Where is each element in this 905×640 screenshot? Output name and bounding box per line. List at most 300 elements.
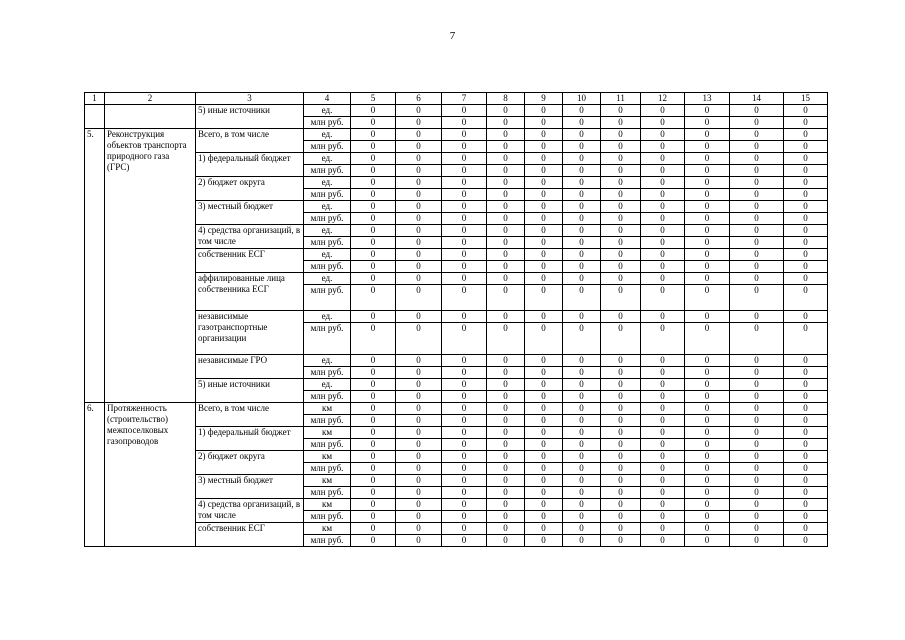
- value-cell: 0: [601, 535, 641, 547]
- value-cell: 0: [730, 355, 784, 367]
- unit-cell: млн руб.: [304, 511, 351, 523]
- value-cell: 0: [396, 213, 442, 225]
- value-cell: 0: [487, 487, 525, 499]
- unit-cell: ед.: [304, 379, 351, 391]
- value-cell: 0: [601, 463, 641, 475]
- value-cell: 0: [351, 201, 396, 213]
- value-cell: 0: [685, 311, 730, 323]
- value-cell: 0: [442, 261, 487, 273]
- value-cell: 0: [601, 261, 641, 273]
- value-cell: 0: [685, 511, 730, 523]
- value-cell: 0: [601, 427, 641, 439]
- value-cell: 0: [685, 261, 730, 273]
- table-row: [85, 311, 828, 323]
- unit-cell: млн руб.: [304, 439, 351, 451]
- value-cell: 0: [685, 367, 730, 379]
- value-cell: 0: [525, 451, 563, 463]
- value-cell: 0: [351, 285, 396, 311]
- unit-cell: ед.: [304, 105, 351, 117]
- value-cell: 0: [641, 285, 685, 311]
- value-cell: 0: [563, 165, 601, 177]
- value-cell: 0: [784, 379, 828, 391]
- value-cell: 0: [351, 177, 396, 189]
- value-cell: 0: [351, 487, 396, 499]
- value-cell: 0: [601, 105, 641, 117]
- value-cell: 0: [396, 311, 442, 323]
- value-cell: 0: [351, 129, 396, 141]
- source-label: 4) средства организаций, в том числе: [196, 225, 304, 249]
- value-cell: 0: [442, 499, 487, 511]
- value-cell: 0: [730, 535, 784, 547]
- value-cell: 0: [641, 523, 685, 535]
- value-cell: 0: [685, 451, 730, 463]
- value-cell: 0: [563, 463, 601, 475]
- unit-cell: ед.: [304, 177, 351, 189]
- value-cell: 0: [442, 153, 487, 165]
- value-cell: 0: [396, 117, 442, 129]
- table-row: [85, 201, 828, 213]
- unit-cell: ед.: [304, 249, 351, 261]
- table-body: [85, 93, 828, 547]
- value-cell: 0: [442, 463, 487, 475]
- value-cell: 0: [525, 165, 563, 177]
- value-cell: 0: [351, 499, 396, 511]
- unit-cell: млн руб.: [304, 391, 351, 403]
- source-label: 2) бюджет округа: [196, 177, 304, 201]
- value-cell: 0: [351, 403, 396, 415]
- value-cell: 0: [351, 249, 396, 261]
- value-cell: 0: [442, 237, 487, 249]
- value-cell: 0: [487, 367, 525, 379]
- value-cell: 0: [442, 225, 487, 237]
- value-cell: 0: [351, 463, 396, 475]
- value-cell: 0: [784, 499, 828, 511]
- value-cell: 0: [563, 487, 601, 499]
- value-cell: 0: [563, 153, 601, 165]
- value-cell: 0: [641, 475, 685, 487]
- value-cell: 0: [601, 129, 641, 141]
- value-cell: 0: [601, 201, 641, 213]
- value-cell: 0: [641, 141, 685, 153]
- value-cell: 0: [784, 273, 828, 285]
- value-cell: 0: [685, 535, 730, 547]
- value-cell: 0: [487, 403, 525, 415]
- value-cell: 0: [685, 225, 730, 237]
- source-label: собственник ЕСГ: [196, 523, 304, 547]
- value-cell: 0: [730, 237, 784, 249]
- value-cell: 0: [641, 391, 685, 403]
- value-cell: 0: [641, 117, 685, 129]
- value-cell: 0: [641, 129, 685, 141]
- table-row: [85, 499, 828, 511]
- unit-cell: ед.: [304, 153, 351, 165]
- value-cell: 0: [784, 249, 828, 261]
- unit-cell: млн руб.: [304, 535, 351, 547]
- value-cell: 0: [685, 189, 730, 201]
- section-name: Реконструкция объектов транспорта природного газа (ГРС): [105, 129, 196, 403]
- value-cell: 0: [730, 451, 784, 463]
- value-cell: 0: [525, 237, 563, 249]
- value-cell: 0: [396, 499, 442, 511]
- value-cell: 0: [396, 237, 442, 249]
- value-cell: 0: [525, 355, 563, 367]
- value-cell: 0: [487, 141, 525, 153]
- value-cell: 0: [351, 261, 396, 273]
- value-cell: 0: [563, 201, 601, 213]
- value-cell: 0: [730, 225, 784, 237]
- value-cell: 0: [784, 225, 828, 237]
- value-cell: 0: [685, 105, 730, 117]
- value-cell: 0: [563, 177, 601, 189]
- value-cell: 0: [601, 189, 641, 201]
- value-cell: 0: [442, 451, 487, 463]
- value-cell: 0: [487, 311, 525, 323]
- value-cell: 0: [563, 311, 601, 323]
- value-cell: 0: [525, 391, 563, 403]
- value-cell: 0: [730, 177, 784, 189]
- value-cell: 0: [487, 165, 525, 177]
- header-cell: 12: [641, 93, 685, 105]
- value-cell: 0: [396, 165, 442, 177]
- value-cell: 0: [784, 237, 828, 249]
- value-cell: 0: [601, 523, 641, 535]
- value-cell: 0: [487, 129, 525, 141]
- source-label: Всего, в том числе: [196, 403, 304, 427]
- value-cell: 0: [396, 129, 442, 141]
- value-cell: 0: [784, 177, 828, 189]
- value-cell: 0: [525, 367, 563, 379]
- value-cell: 0: [396, 141, 442, 153]
- value-cell: 0: [442, 415, 487, 427]
- value-cell: 0: [525, 177, 563, 189]
- data-table: [84, 92, 828, 547]
- source-label: аффилированные лица собственника ЕСГ: [196, 273, 304, 311]
- value-cell: 0: [784, 311, 828, 323]
- value-cell: 0: [396, 535, 442, 547]
- source-label: 3) местный бюджет: [196, 475, 304, 499]
- value-cell: 0: [396, 463, 442, 475]
- section-name: [105, 105, 196, 129]
- value-cell: 0: [563, 403, 601, 415]
- value-cell: 0: [442, 487, 487, 499]
- value-cell: 0: [641, 439, 685, 451]
- value-cell: 0: [641, 189, 685, 201]
- value-cell: 0: [685, 153, 730, 165]
- unit-cell: млн руб.: [304, 165, 351, 177]
- value-cell: 0: [525, 105, 563, 117]
- value-cell: 0: [784, 511, 828, 523]
- header-cell: 4: [304, 93, 351, 105]
- value-cell: 0: [487, 355, 525, 367]
- value-cell: 0: [641, 237, 685, 249]
- value-cell: 0: [525, 439, 563, 451]
- unit-cell: км: [304, 403, 351, 415]
- value-cell: 0: [601, 487, 641, 499]
- header-cell: 2: [105, 93, 196, 105]
- value-cell: 0: [601, 237, 641, 249]
- value-cell: 0: [442, 403, 487, 415]
- value-cell: 0: [685, 129, 730, 141]
- value-cell: 0: [442, 177, 487, 189]
- value-cell: 0: [563, 323, 601, 355]
- value-cell: 0: [601, 511, 641, 523]
- value-cell: 0: [396, 367, 442, 379]
- unit-cell: км: [304, 523, 351, 535]
- value-cell: 0: [525, 323, 563, 355]
- value-cell: 0: [351, 225, 396, 237]
- value-cell: 0: [396, 201, 442, 213]
- value-cell: 0: [487, 285, 525, 311]
- value-cell: 0: [487, 201, 525, 213]
- value-cell: 0: [730, 285, 784, 311]
- value-cell: 0: [685, 379, 730, 391]
- value-cell: 0: [487, 523, 525, 535]
- unit-cell: км: [304, 451, 351, 463]
- value-cell: 0: [641, 415, 685, 427]
- value-cell: 0: [351, 153, 396, 165]
- value-cell: 0: [685, 141, 730, 153]
- value-cell: 0: [396, 153, 442, 165]
- value-cell: 0: [563, 427, 601, 439]
- value-cell: 0: [601, 475, 641, 487]
- value-cell: 0: [442, 475, 487, 487]
- header-cell: 1: [85, 93, 105, 105]
- value-cell: 0: [351, 367, 396, 379]
- value-cell: 0: [525, 379, 563, 391]
- header-cell: 5: [351, 93, 396, 105]
- value-cell: 0: [563, 117, 601, 129]
- value-cell: 0: [487, 427, 525, 439]
- source-label: 3) местный бюджет: [196, 201, 304, 225]
- value-cell: 0: [601, 285, 641, 311]
- value-cell: 0: [641, 511, 685, 523]
- value-cell: 0: [641, 201, 685, 213]
- source-label: 4) средства организаций, в том числе: [196, 499, 304, 523]
- value-cell: 0: [730, 415, 784, 427]
- value-cell: 0: [487, 499, 525, 511]
- value-cell: 0: [351, 165, 396, 177]
- value-cell: 0: [685, 273, 730, 285]
- value-cell: 0: [396, 475, 442, 487]
- table-row: [85, 475, 828, 487]
- value-cell: 0: [685, 403, 730, 415]
- table-row: [85, 249, 828, 261]
- value-cell: 0: [487, 273, 525, 285]
- value-cell: 0: [525, 273, 563, 285]
- unit-cell: ед.: [304, 201, 351, 213]
- value-cell: 0: [730, 189, 784, 201]
- value-cell: 0: [563, 213, 601, 225]
- value-cell: 0: [351, 117, 396, 129]
- value-cell: 0: [730, 367, 784, 379]
- table-row: [85, 427, 828, 439]
- value-cell: 0: [563, 379, 601, 391]
- value-cell: 0: [525, 189, 563, 201]
- unit-cell: млн руб.: [304, 285, 351, 311]
- value-cell: 0: [784, 189, 828, 201]
- value-cell: 0: [396, 355, 442, 367]
- value-cell: 0: [442, 249, 487, 261]
- value-cell: 0: [563, 129, 601, 141]
- value-cell: 0: [487, 261, 525, 273]
- unit-cell: млн руб.: [304, 261, 351, 273]
- value-cell: 0: [601, 311, 641, 323]
- value-cell: 0: [685, 487, 730, 499]
- value-cell: 0: [525, 213, 563, 225]
- value-cell: 0: [641, 379, 685, 391]
- value-cell: 0: [442, 117, 487, 129]
- value-cell: 0: [487, 415, 525, 427]
- section-number: 6.: [85, 403, 105, 547]
- value-cell: 0: [442, 511, 487, 523]
- value-cell: 0: [730, 117, 784, 129]
- value-cell: 0: [487, 475, 525, 487]
- value-cell: 0: [784, 367, 828, 379]
- value-cell: 0: [442, 535, 487, 547]
- value-cell: 0: [442, 201, 487, 213]
- value-cell: 0: [641, 177, 685, 189]
- value-cell: 0: [730, 141, 784, 153]
- value-cell: 0: [396, 273, 442, 285]
- unit-cell: ед.: [304, 273, 351, 285]
- value-cell: 0: [525, 499, 563, 511]
- value-cell: 0: [784, 475, 828, 487]
- value-cell: 0: [563, 273, 601, 285]
- value-cell: 0: [641, 499, 685, 511]
- value-cell: 0: [601, 439, 641, 451]
- value-cell: 0: [396, 379, 442, 391]
- unit-cell: млн руб.: [304, 237, 351, 249]
- value-cell: 0: [351, 105, 396, 117]
- unit-cell: км: [304, 499, 351, 511]
- value-cell: 0: [396, 323, 442, 355]
- value-cell: 0: [351, 213, 396, 225]
- value-cell: 0: [641, 311, 685, 323]
- value-cell: 0: [442, 213, 487, 225]
- value-cell: 0: [641, 261, 685, 273]
- value-cell: 0: [396, 487, 442, 499]
- value-cell: 0: [641, 487, 685, 499]
- value-cell: 0: [563, 285, 601, 311]
- value-cell: 0: [730, 499, 784, 511]
- value-cell: 0: [525, 117, 563, 129]
- value-cell: 0: [525, 535, 563, 547]
- value-cell: 0: [351, 391, 396, 403]
- header-cell: 9: [525, 93, 563, 105]
- value-cell: 0: [601, 415, 641, 427]
- value-cell: 0: [396, 189, 442, 201]
- value-cell: 0: [563, 237, 601, 249]
- value-cell: 0: [487, 117, 525, 129]
- value-cell: 0: [563, 535, 601, 547]
- value-cell: 0: [641, 403, 685, 415]
- value-cell: 0: [563, 523, 601, 535]
- unit-cell: млн руб.: [304, 141, 351, 153]
- value-cell: 0: [525, 153, 563, 165]
- value-cell: 0: [525, 511, 563, 523]
- value-cell: 0: [563, 105, 601, 117]
- section-number: 5.: [85, 129, 105, 403]
- value-cell: 0: [525, 261, 563, 273]
- header-cell: 3: [196, 93, 304, 105]
- value-cell: 0: [730, 129, 784, 141]
- value-cell: 0: [525, 403, 563, 415]
- value-cell: 0: [601, 391, 641, 403]
- header-cell: 14: [730, 93, 784, 105]
- value-cell: 0: [396, 511, 442, 523]
- unit-cell: км: [304, 427, 351, 439]
- value-cell: 0: [563, 415, 601, 427]
- value-cell: 0: [641, 451, 685, 463]
- value-cell: 0: [351, 379, 396, 391]
- value-cell: 0: [351, 475, 396, 487]
- value-cell: 0: [685, 463, 730, 475]
- value-cell: 0: [784, 427, 828, 439]
- value-cell: 0: [641, 165, 685, 177]
- value-cell: 0: [396, 225, 442, 237]
- value-cell: 0: [396, 285, 442, 311]
- value-cell: 0: [351, 355, 396, 367]
- value-cell: 0: [525, 427, 563, 439]
- value-cell: 0: [442, 391, 487, 403]
- section-name: Протяженность (строительство) межпоселковых газопроводов: [105, 403, 196, 547]
- value-cell: 0: [784, 141, 828, 153]
- value-cell: 0: [784, 129, 828, 141]
- table-row: [85, 451, 828, 463]
- value-cell: 0: [442, 311, 487, 323]
- value-cell: 0: [601, 153, 641, 165]
- unit-cell: ед.: [304, 311, 351, 323]
- header-cell: 15: [784, 93, 828, 105]
- table-row: [85, 273, 828, 285]
- unit-cell: ед.: [304, 225, 351, 237]
- value-cell: 0: [487, 213, 525, 225]
- value-cell: 0: [784, 105, 828, 117]
- value-cell: 0: [784, 415, 828, 427]
- value-cell: 0: [730, 487, 784, 499]
- value-cell: 0: [487, 177, 525, 189]
- value-cell: 0: [396, 105, 442, 117]
- value-cell: 0: [351, 237, 396, 249]
- source-label: 5) иные источники: [196, 379, 304, 403]
- value-cell: 0: [351, 189, 396, 201]
- value-cell: 0: [525, 523, 563, 535]
- value-cell: 0: [563, 367, 601, 379]
- table-row: [85, 523, 828, 535]
- value-cell: 0: [442, 273, 487, 285]
- value-cell: 0: [351, 523, 396, 535]
- value-cell: 0: [487, 225, 525, 237]
- value-cell: 0: [685, 249, 730, 261]
- value-cell: 0: [641, 153, 685, 165]
- value-cell: 0: [442, 379, 487, 391]
- header-row: [85, 93, 828, 105]
- value-cell: 0: [487, 105, 525, 117]
- value-cell: 0: [730, 153, 784, 165]
- value-cell: 0: [730, 403, 784, 415]
- value-cell: 0: [563, 439, 601, 451]
- value-cell: 0: [601, 355, 641, 367]
- value-cell: 0: [601, 177, 641, 189]
- value-cell: 0: [641, 105, 685, 117]
- value-cell: 0: [396, 415, 442, 427]
- value-cell: 0: [396, 391, 442, 403]
- value-cell: 0: [784, 523, 828, 535]
- value-cell: 0: [396, 177, 442, 189]
- source-label: собственник ЕСГ: [196, 249, 304, 273]
- value-cell: 0: [442, 427, 487, 439]
- value-cell: 0: [563, 225, 601, 237]
